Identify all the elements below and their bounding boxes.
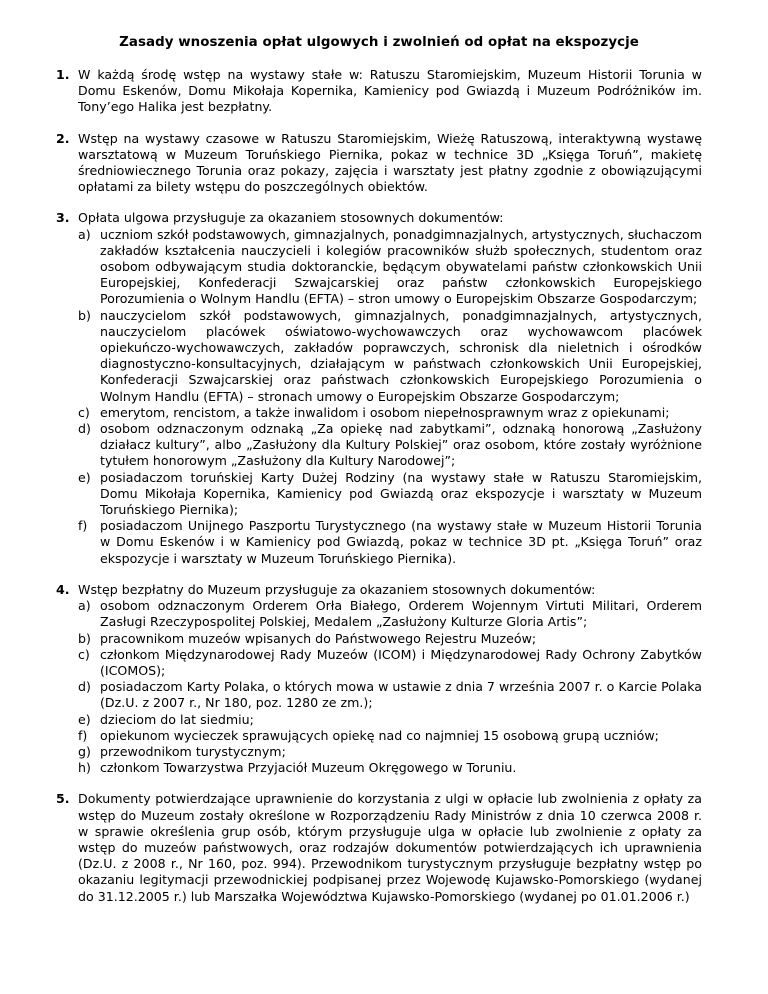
section-3 (56, 210, 702, 566)
list-item (78, 728, 702, 744)
section-number: 3. (56, 210, 70, 226)
list-item (78, 518, 702, 567)
list-item (78, 598, 702, 630)
section-text: Opłata ulgowa przysługuje za okazaniem stosownych dokumentów: (78, 210, 504, 226)
section-4 (56, 582, 702, 776)
item-text: członkom Towarzystwa Przyjaciół Muzeum Okręgowego w Toruniu. (100, 760, 517, 776)
list-item (78, 631, 702, 647)
item-text: nauczycielom szkół podstawowych, gimnazjalnych, ponadgimnazjalnych, artystycznych, nauczycielom placówek oświatowo-wychowawczych oraz wychowawcom placówek opiekuńczo-wychowawczych, zakładów poprawczych, schronisk dla nieletnich i ośrodków diagnostyczno-konsultacyjnych, działającym w państwach członkowskich Unii Europejskiej, Konfederacji Szwajcarskiej oraz państwach członkowskich Europejskiego Porozumienia o Wolnym Handlu (EFTA) – stronach umowy o Europejskim Obszarze Gospodarczym; (100, 307, 702, 404)
list-item (78, 227, 702, 308)
item-text: członkom Międzynarodowej Rady Muzeów (ICOM) i Międzynarodowej Rady Ochrony Zabytków (ICOMOS); (100, 646, 702, 678)
list-item (78, 308, 702, 405)
item-letter: a) (78, 226, 91, 242)
section-text: Wstęp na wystawy czasowe w Ratuszu Staromiejskim, Wieżę Ratuszową, interaktywną wystawę warsztatową w Muzeum Toruńskiego Piernika, pokaz w technice 3D „Księga Toruń”, makietę średniowiecznego Torunia oraz pokazy, zajęcia i warsztaty jest płatny zgodnie z obowiązującymi opłatami za bilety wstępu do poszczególnych obiektów. (78, 130, 702, 195)
item-letter: f) (78, 727, 88, 743)
item-letter: a) (78, 598, 91, 614)
section-1 (56, 67, 702, 116)
item-text: opiekunom wycieczek sprawujących opiekę nad co najmniej 15 osobową grupą uczniów; (100, 727, 659, 743)
item-text: uczniom szkół podstawowych, gimnazjalnych, ponadgimnazjalnych, artystycznych, słuchaczom zakładów kształcenia nauczycieli i kolegiów pracowników służb społecznych, studentom oraz osobom odbywającym studia doktoranckie, będącym obywatelami państw członkowskich Unii Europejskiej, Konfederacji Szwajcarskiej oraz państw członkowskich Europejskiego Porozumienia o Wolnym Handlu (EFTA) – stron umowy o Europejskim Obszarze Gospodarczym; (100, 226, 702, 307)
item-letter: b) (78, 630, 91, 646)
item-letter: d) (78, 421, 91, 437)
section-number: 4. (56, 581, 70, 597)
discount-list (78, 227, 702, 567)
item-letter: h) (78, 760, 91, 776)
item-text: przewodnikom turystycznym; (100, 743, 286, 759)
document-title: Zasady wnoszenia opłat ulgowych i zwolnień od opłat na ekspozycje (119, 35, 639, 50)
list-item (78, 470, 702, 519)
item-letter: e) (78, 711, 91, 727)
item-text: emerytom, rencistom, a także inwalidom i osobom niepełnosprawnym wraz z opiekunami; (100, 404, 670, 420)
item-letter: c) (78, 646, 90, 662)
list-item (78, 647, 702, 679)
section-number: 5. (56, 791, 70, 807)
item-letter: g) (78, 743, 91, 759)
item-text: posiadaczom Karty Polaka, o których mowa w ustawie z dnia 7 września 2007 r. o Karcie Polaka (Dz.U. z 2007 r., Nr 180, poz. 1280 ze zm.); (100, 679, 703, 711)
section-2 (56, 131, 702, 196)
item-text: osobom odznaczonym Orderem Orła Białego, Orderem Wojennym Virtuti Militari, Orderem Zasługi Rzeczypospolitej Polskiej, Medalem „Zasłużony Kulturze Gloria Artis”; (100, 598, 702, 630)
list-item (78, 421, 702, 470)
item-text: pracownikom muzeów wpisanych do Państwowego Rejestru Muzeów; (100, 630, 537, 646)
section-number: 2. (56, 130, 70, 146)
item-letter: b) (78, 307, 91, 323)
section-number: 1. (56, 67, 70, 82)
section-text: Wstęp bezpłatny do Muzeum przysługuje za okazaniem stosownych dokumentów: (78, 581, 596, 597)
list-item (78, 679, 702, 711)
item-text: osobom odznaczonym odznaką „Za opiekę nad zabytkami”, odznaką honorową „Zasłużony działacz kultury”, albo „Zasłużony dla Kultury Polskiej” oraz osobom, które zostały wyróżnione tytułem honorowym „Zasłużony dla Kultury Narodowej”; (100, 421, 702, 469)
item-text: posiadaczom Unijnego Paszportu Turystycznego (na wystawy stałe w Muzeum Historii Torunia w Domu Eskenów i w Kamienicy pod Gwiazdą, pokaz w technice 3D pt. „Księga Toruń” oraz ekspozycje i warsztaty w Muzeum Toruńskiego Piernika). (100, 518, 702, 566)
section-text: Dokumenty potwierdzające uprawnienie do korzystania z ulgi w opłacie lub zwolnienia z opłaty za wstęp do Muzeum zostały określone w Rozporządzeniu Rady Ministrów z dnia 10 czerwca 2008 r. w sprawie określenia grup osób, którym przysługuje ulga w opłacie lub zwolnienie z opłaty za wstęp do muzeów państwowych, oraz rodzajów dokumentów potwierdzających ich uprawnienia (Dz.U. z 2008 r., Nr 160, poz. 994). Przewodnikom turystycznym przysługuje bezpłatny wstęp po okazaniu legitymacji przewodnickiej podpisanej przez Wojewodę Kujawsko-Pomorskiego (wydanej do 31.12.2005 r.) lub Marszałka Województwa Kujawsko-Pomorskiego (wydanej po 01.01.2006 r.) (78, 791, 702, 904)
list-item (78, 405, 702, 421)
section-text: W każdą środę wstęp na wystawy stałe w: Ratuszu Staromiejskim, Muzeum Historii Torunia w Domu Eskenów, Domu Mikołaja Kopernika, Kamienicy pod Gwiazdą i Muzeum Podróżników im. Tony’ego Halika jest bezpłatny. (78, 67, 702, 115)
item-letter: c) (78, 404, 90, 420)
item-letter: f) (78, 518, 88, 534)
list-item (78, 712, 702, 728)
section-5 (56, 791, 702, 904)
list-item (78, 744, 702, 760)
free-entry-list (78, 598, 702, 776)
item-letter: d) (78, 679, 91, 695)
item-letter: e) (78, 469, 91, 485)
item-text: posiadaczom toruńskiej Karty Dużej Rodziny (na wystawy stałe w Ratuszu Staromiejskim, Domu Mikołaja Kopernika, Kamienicy pod Gwiazdą oraz ekspozycje i warsztaty w Muzeum Toruńskiego Piernika); (100, 469, 702, 518)
section-list (56, 67, 702, 905)
list-item (78, 760, 702, 776)
item-text: dzieciom do lat siedmiu; (100, 711, 254, 727)
